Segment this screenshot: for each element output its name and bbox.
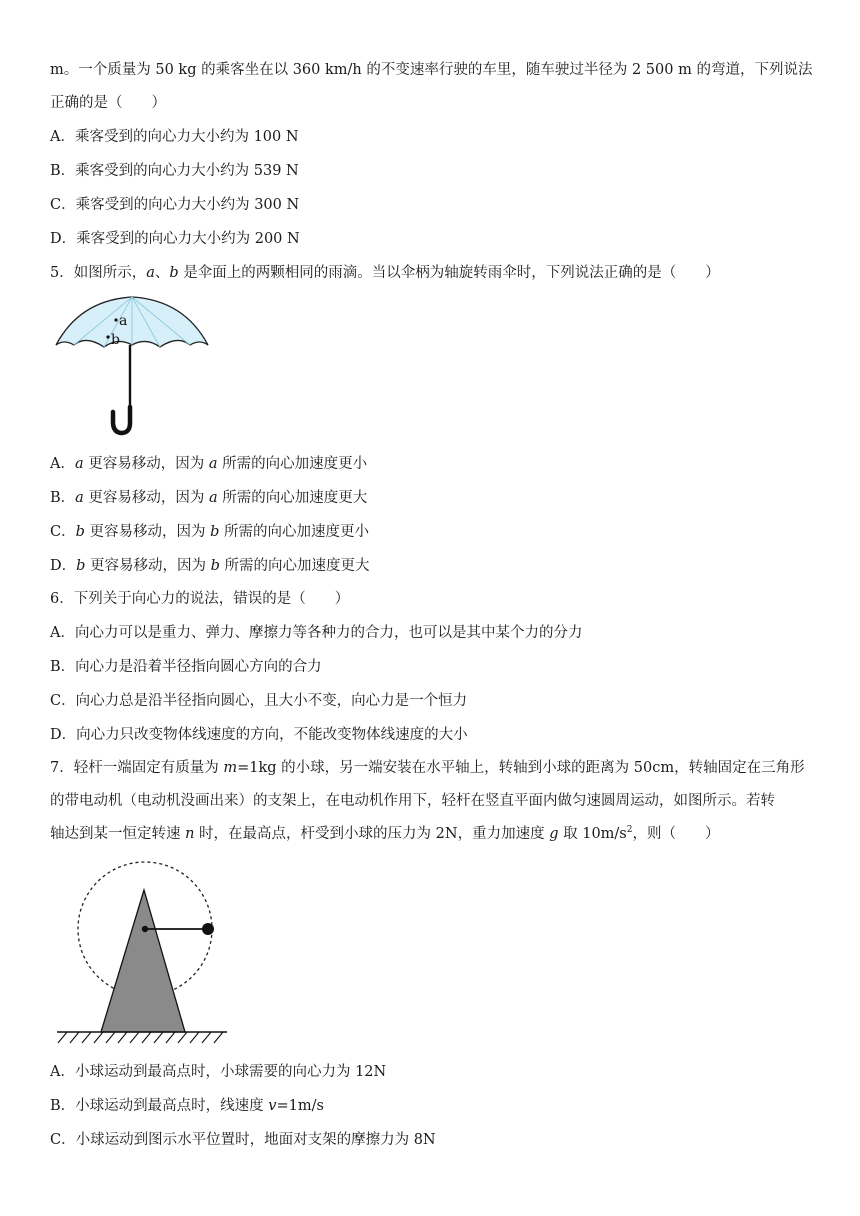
q5-option-b: B．a 更容易移动，因为 a 所需的向心加速度更大 (50, 490, 368, 506)
q4-stem-line2: 正确的是（ ） (50, 95, 166, 111)
q7-stem-line1: 7．轻杆一端固定有质量为 m=1kg 的小球，另一端安装在水平轴上，转轴到小球的距离为 50cm，转轴固定在三角形 (50, 760, 805, 776)
pivot-axis (142, 926, 148, 932)
q4-option-a: A．乘客受到的向心力大小约为 100 N (50, 129, 299, 145)
triangular-support (101, 890, 185, 1032)
rotating-rod-figure (55, 860, 235, 1050)
q6-option-d: D．向心力只改变物体线速度的方向，不能改变物体线速度的大小 (50, 727, 468, 743)
raindrop-a-label: a (119, 313, 128, 329)
q4-option-c: C．乘客受到的向心力大小约为 300 N (50, 197, 300, 213)
q5-option-a: A．a 更容易移动，因为 a 所需的向心加速度更小 (50, 456, 368, 472)
q6-option-a: A．向心力可以是重力、弹力、摩擦力等各种力的合力，也可以是其中某个力的分力 (50, 625, 583, 641)
q7-stem-line3: 轴达到某一恒定转速 n 时，在最高点，杆受到小球的压力为 2N，重力加速度 g 取 $10m/s^2$，则（ ） (50, 825, 720, 842)
ground-hatching (58, 1032, 223, 1043)
small-ball (202, 923, 214, 935)
q7-stem-line2: 的带电动机（电动机没画出来）的支架上，在电动机作用下，轻杆在竖直平面内做匀速圆周运动，如图所示。若转 (50, 793, 775, 809)
q7-option-c: C．小球运动到图示水平位置时，地面对支架的摩擦力为 8N (50, 1132, 436, 1148)
umbrella-figure (50, 295, 220, 440)
q5-option-d: D．b 更容易移动，因为 b 所需的向心加速度更大 (50, 558, 370, 574)
q7-option-a: A．小球运动到最高点时，小球需要的向心力为 12N (50, 1064, 387, 1080)
q5-option-c: C．b 更容易移动，因为 b 所需的向心加速度更小 (50, 524, 370, 540)
q4-option-b: B．乘客受到的向心力大小约为 539 N (50, 163, 299, 179)
q7-option-b: B．小球运动到最高点时，线速度 v=1m/s (50, 1098, 324, 1114)
q6-stem: 6．下列关于向心力的说法，错误的是（ ） (50, 591, 350, 607)
raindrop-b-label: b (111, 332, 120, 348)
q4-option-d: D．乘客受到的向心力大小约为 200 N (50, 231, 300, 247)
q6-option-b: B．向心力是沿着半径指向圆心方向的合力 (50, 659, 322, 675)
q6-option-c: C．向心力总是沿半径指向圆心，且大小不变，向心力是一个恒力 (50, 693, 468, 709)
q4-stem-line1: m。一个质量为 50 kg 的乘客坐在以 360 km/h 的不变速率行驶的车里，随车驶过半径为 2 500 m 的弯道，下列说法 (50, 62, 813, 78)
q5-stem: 5．如图所示，a、b 是伞面上的两颗相同的雨滴。当以伞柄为轴旋转雨伞时，下列说法正确的是（ ） (50, 265, 720, 281)
